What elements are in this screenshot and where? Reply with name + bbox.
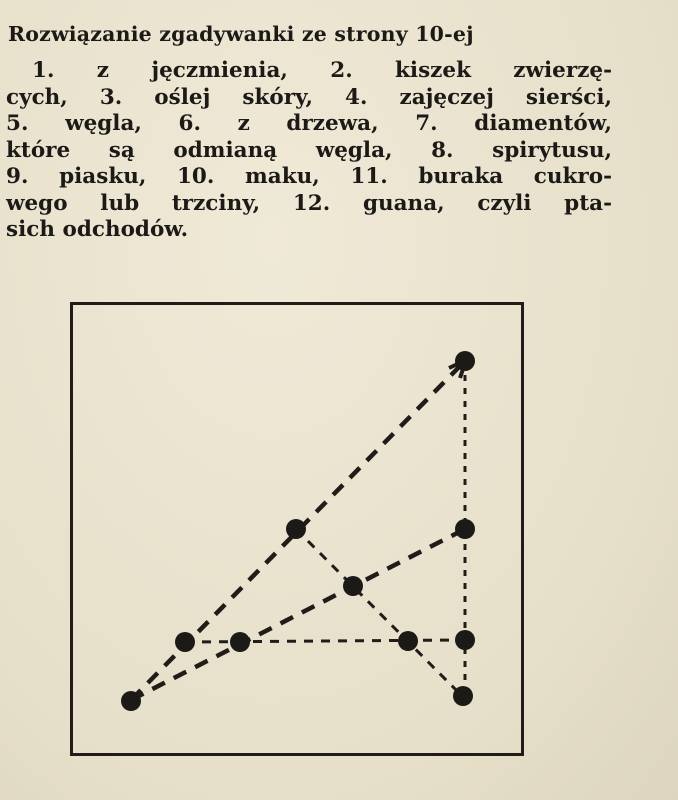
solution-line-3: 5. węgla, 6. z drzewa, 7. diamentów, [6,111,612,136]
dashed-path-horizontal [185,640,465,642]
dashed-path-lower-diagonal [131,529,465,700]
solution-heading: Rozwiązanie zgadywanki ze strony 10-ej [8,22,474,46]
dot-upper-middle [286,519,306,539]
dot-bottom-right [453,686,473,706]
dot-right-inner [398,631,418,651]
solution-line-4: które są odmianą węgla, 8. spirytusu, [6,137,612,163]
dot-bottom-left [121,691,141,711]
dashed-path-inner-diagonal [296,529,462,696]
solution-line-5: 9. piasku, 10. maku, 11. buraka cukro- [6,164,612,189]
dot-right-lower [455,630,475,650]
dot-top-right [455,351,475,371]
dot-center [343,576,363,596]
solution-line-2: cych, 3. oślej skóry, 4. zajęczej sierści, [6,84,612,110]
solution-line-6: wego lub trzciny, 12. guana, czyli pta- [6,190,612,216]
dot-left-middle [175,632,195,652]
solution-line-7: sich odchodów. [6,217,189,242]
dot-right-middle [455,519,475,539]
dot-left-inner [230,632,250,652]
solution-line-1: 1. z jęczmienia, 2. kiszek zwierzę- [32,58,612,83]
